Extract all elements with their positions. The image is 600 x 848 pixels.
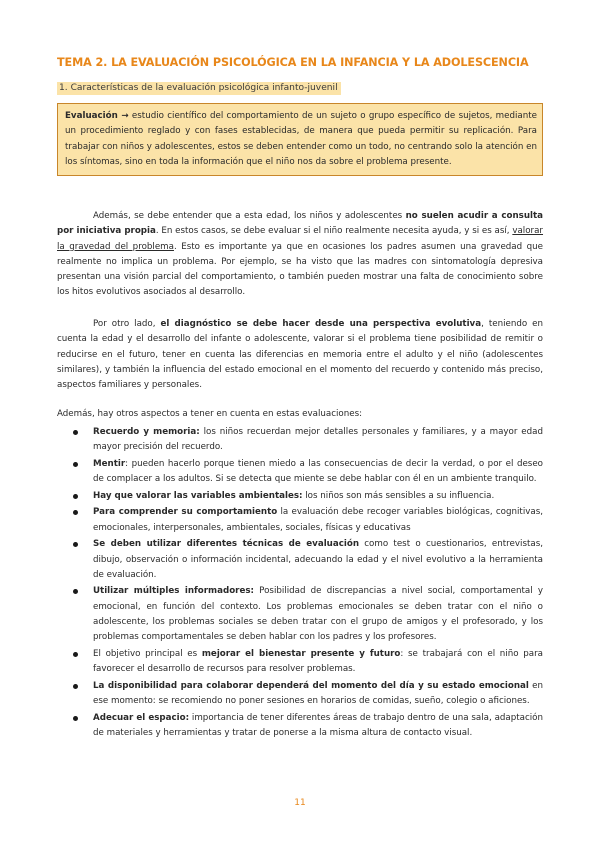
list-item: Para comprender su comportamiento la evaluación debe recoger variables biológicas, cognitivas, emocionales, interpersonales, ambientales, sociales, físicas y educativas	[93, 505, 543, 536]
definition-term: Evaluación →	[65, 111, 129, 121]
paragraph-1-text-a: Además, se debe entender que a esta edad, los niños y adolescentes	[93, 211, 406, 221]
list-item: Hay que valorar las variables ambientales: los niños son más sensibles a su influencia.	[93, 489, 543, 504]
list-intro: Además, hay otros aspectos a tener en cuenta en estas evaluaciones:	[57, 409, 363, 419]
paragraph-1-text-e: . Esto es importante ya que en ocasiones los padres asumen una gravedad que realmente no implica un problema. Por ejemplo, se ha visto que las madres con sintomatología depresiva presentan una visión parcial del comportamiento, o también pueden mostrar una falta de conocimiento sobre los hitos evolutivos asociados al desarrollo.	[57, 241, 543, 298]
list-item: Se deben utilizar diferentes técnicas de evaluación como test o cuestionarios, entrevistas, dibujo, observación o información incidental, adecuando la edad y el nivel evolutivo a la herramienta de evaluación.	[93, 537, 543, 583]
paragraph-2	[57, 317, 543, 393]
paragraph-2-text-c: , teniendo en cuenta la edad y el desarrollo del infante o adolescente, valorar si el problema tiene posibilidad de remitir o reducirse en el futuro, tener en cuenta las diferencias en memoria entre el adulto y el niño (adolescentes similares), y también la influencia del estado emocional en el momento del recuerdo y contenido más preciso, aspectos familiares y personales.	[57, 319, 543, 391]
definition-text: estudio científico del comportamiento de un sujeto o grupo específico de sujetos, mediante un procedimiento reglado y con fases establecidas, de manera que pueda permitir su replicación. Para trabajar con niños y adolescentes, estos se deben entender como un todo, no centrando solo la atención en los síntomas, sino en toda la información que el niño nos da sobre el problema presente.	[65, 111, 538, 167]
list-item: Adecuar el espacio: importancia de tener diferentes áreas de trabajo dentro de una sala, adaptación de materiales y herramientas y tratar de ponerse a la misma altura de contacto visual.	[93, 711, 543, 742]
definition-box	[57, 103, 543, 176]
paragraph-2-text-a: Por otro lado,	[93, 319, 161, 329]
aspects-list	[57, 425, 543, 743]
paragraph-1-bold: no suelen acudir a consulta por iniciativa propia	[57, 211, 543, 237]
list-item: La disponibilidad para colaborar dependerá del momento del día y su estado emocional en ese momento: se recomiendo no poner sesiones en horarios de comidas, sueño, colegio o aficiones.	[93, 679, 543, 710]
list-item: Mentir: pueden hacerlo porque tienen miedo a las consecuencias de decir la verdad, o por el deseo de complacer a los adultos. Si se detecta que miente se debe hablar con él en un ambiente tranquilo.	[93, 457, 543, 488]
list-item: El objetivo principal es mejorar el bienestar presente y futuro: se trabajará con el niño para favorecer el desarrollo de recursos para resolver problemas.	[93, 647, 543, 678]
list-item: Utilizar múltiples informadores: Posibilidad de discrepancias a nivel social, comportamental y emocional, en función del contexto. Los problemas emocionales se deben tratar con el niño o adolescente, los problemas sociales se deben tratar con el grupo de amigos y el profesorado, y los problemas comportamentales se deben hablar con los padres y los profesores.	[93, 584, 543, 645]
page-title: TEMA 2. LA EVALUACIÓN PSICOLÓGICA EN LA INFANCIA Y LA ADOLESCENCIA	[57, 56, 529, 69]
list-item: Recuerdo y memoria: los niños recuerdan mejor detalles personales y familiares, y a mayor edad mayor precisión del recuerdo.	[93, 425, 543, 456]
paragraph-1-underline: valorar la gravedad del problema	[57, 226, 544, 252]
paragraph-1	[57, 209, 543, 301]
paragraph-2-bold: el diagnóstico se debe hacer desde una perspectiva evolutiva	[160, 319, 482, 329]
page-number: 11	[294, 798, 306, 808]
paragraph-1-text-c: . En estos casos, se debe evaluar si el niño realmente necesita ayuda, y si es así,	[155, 226, 513, 237]
section-subtitle: 1. Características de la evaluación psicológica infanto-juvenil	[57, 82, 341, 95]
